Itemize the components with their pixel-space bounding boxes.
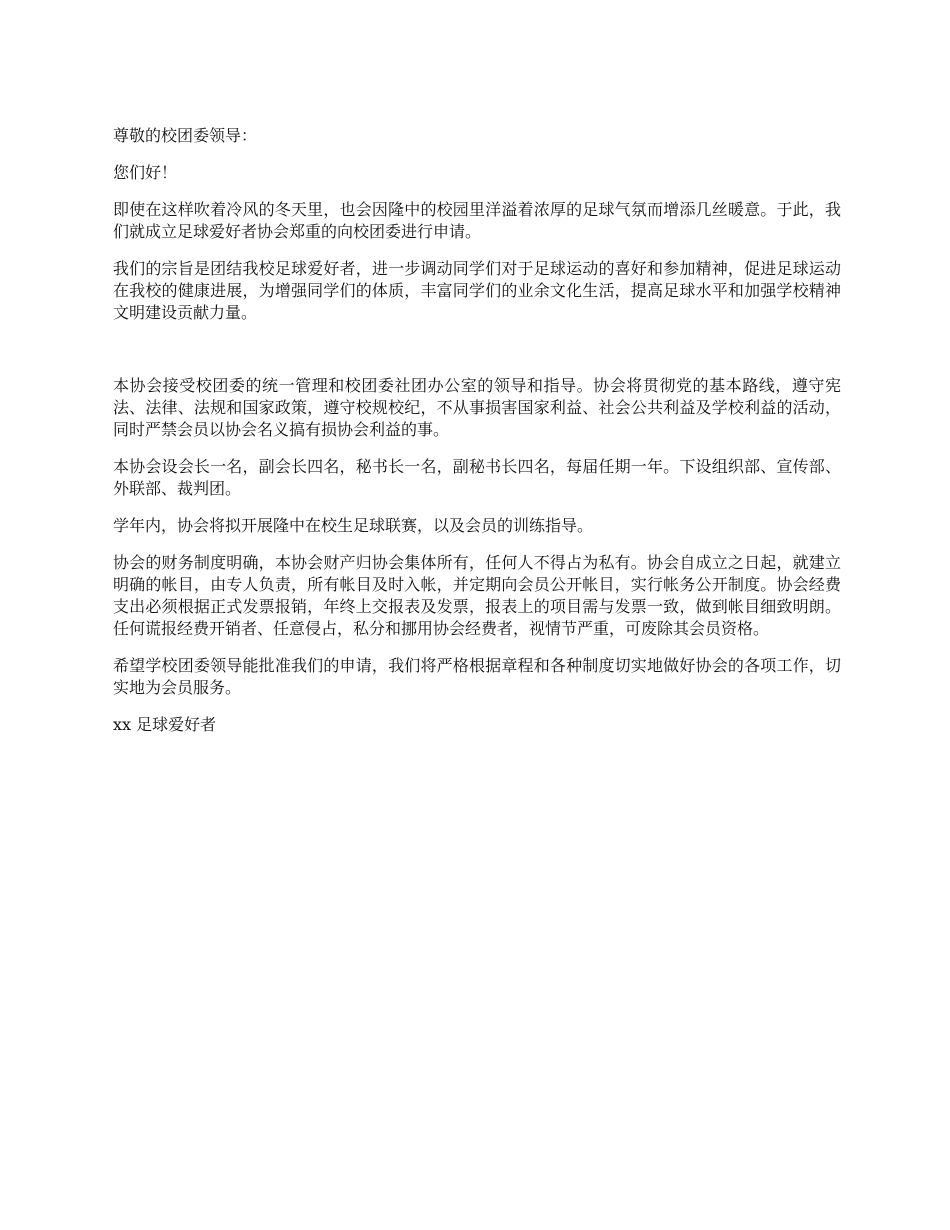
paragraph-activities: 学年内，协会将拟开展隆中在校生足球联赛，以及会员的训练指导。 — [113, 516, 594, 535]
paragraph-closing: 希望学校团委领导能批准我们的申请，我们将严格根据章程和各种制度切实地做好协会的各项工作，切实地为会员服务。 — [113, 656, 841, 697]
paragraph-intro: 即使在这样吹着冷风的冬天里，也会因隆中的校园里洋溢着浓厚的足球气氛而增添几丝暖意。于此，我们就成立足球爱好者协会郑重的向校团委进行申请。 — [113, 200, 841, 241]
paragraph-management: 本协会接受校团委的统一管理和校团委社团办公室的领导和指导。协会将贯彻党的基本路线，遵守宪法、法律、法规和国家政策，遵守校规校纪，不从事损害国家利益、社会公共利益及学校利益的活动，同时严禁会员以协会名义搞有损协会利益的事。 — [113, 376, 841, 439]
paragraph-purpose: 我们的宗旨是团结我校足球爱好者，进一步调动同学们对于足球运动的喜好和参加精神，促进足球运动在我校的健康进展，为增强同学们的体质，丰富同学们的业余文化生活，提高足球水平和加强学校精神文明建设贡献力量。 — [113, 259, 841, 322]
letter-body — [113, 125, 841, 751]
greeting: 您们好！ — [113, 163, 178, 182]
signature: xx 足球爱好者 — [113, 715, 217, 734]
paragraph-organization: 本协会设会长一名，副会长四名，秘书长一名，副秘书长四名，每届任期一年。下设组织部、宣传部、外联部、裁判团。 — [113, 457, 841, 498]
salutation: 尊敬的校团委领导： — [113, 126, 258, 145]
paragraph-finance: 协会的财务制度明确，本协会财产归协会集体所有，任何人不得占为私有。协会自成立之日起，就建立明确的帐目，由专人负责，所有帐目及时入帐，并定期向会员公开帐目，实行帐务公开制度。协会经费支出必须根据正式发票报销，年终上交报表及发票，报表上的项目需与发票一致，做到帐目细致明朗。任何谎报经费开销者、任意侵占，私分和挪用协会经费者，视情节严重，可废除其会员资格。 — [113, 553, 841, 638]
